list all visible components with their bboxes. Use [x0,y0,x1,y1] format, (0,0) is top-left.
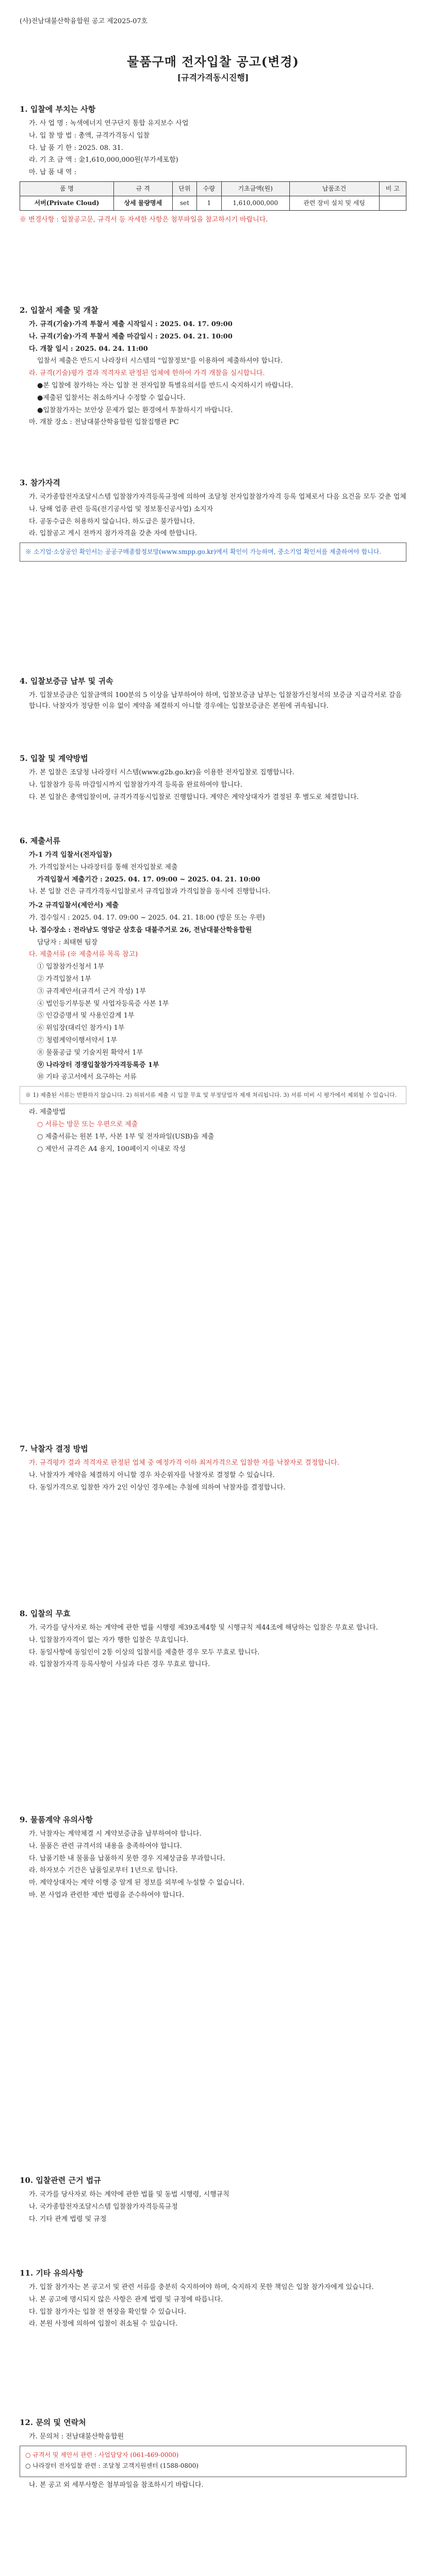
list-item: ③ 규격제안서(규격서 근거 작성) 1부 [37,987,146,995]
text-line: 라. 본원 사정에 의하여 입찰이 취소될 수 있습니다. [29,2320,178,2328]
text-line: ○ 서류는 방문 또는 우편으로 제출 [37,1120,138,1128]
section-heading: 5. 입찰 및 계약방법 [20,754,88,763]
section-heading: 1. 입찰에 부치는 사항 [20,105,96,114]
text-line: 다. 납품기한 내 물품을 납품하지 못한 경우 지체상금을 부과합니다. [29,1854,225,1862]
section-heading: 2. 입찰서 제출 및 개찰 [20,306,99,315]
text-line: 가. 접수일시 : 2025. 04. 17. 09:00 ~ 2025. 04. 21. 18:00 (방문 또는 우편) [29,913,265,922]
column-header: 규 격 [113,181,172,196]
section-contract-notes [20,1814,406,1903]
section-heading: 4. 입찰보증금 납부 및 귀속 [20,676,113,686]
text-line: 가-1 가격 입찰서(전자입찰) [29,851,112,859]
list-item: ⑨ 나라장터 경쟁입찰참가자격등록증 1부 [37,1061,159,1069]
text-line: 다. 개찰 일시 : 2025. 04. 24. 11:00 [29,345,148,353]
page-title: 물품구매 전자입찰 공고(변경) [127,54,299,69]
text-line: 마. 개찰 장소 : 전남대불산학융합원 입찰집행관 PC [29,418,179,427]
text-line: 가. 가격입찰서는 나라장터를 통해 전자입찰로 제출 [29,863,178,871]
table-cell: 1 [197,196,221,211]
list-item: ① 입찰참가신청서 1부 [37,963,104,971]
text-line: 나. 국가종합전자조달시스템 입찰참가자격등록규정 [29,2202,178,2211]
text-line: 다. 납 품 기 한 : 2025. 08. 31. [29,144,123,152]
text-line: 다. 기타 관계 법령 및 규정 [29,2215,107,2223]
text-line: 가. 본 입찰은 조달청 나라장터 시스템(www.g2b.go.kr)을 이용한 전자입찰로 집행합니다. [29,769,294,776]
list-item: ⑤ 인감증명서 및 사용인감계 1부 [37,1012,135,1020]
table-cell [379,196,406,211]
text-line: 가. 사 업 명 : 녹색에너지 연구단지 통합 유지보수 사업 [29,120,189,127]
column-header: 비 고 [379,181,406,196]
section-heading: 11. 기타 유의사항 [20,2268,84,2278]
text-line: 가. 국가를 당사자로 하는 계약에 관한 법률 및 동법 시행령, 시행규칙 [29,2191,230,2198]
text-line: 가. 규격평가 결과 적격자로 판정된 업체 중 예정가격 이하 최저가격으로 입찰한 자를 낙찰자로 결정합니다. [29,1459,339,1467]
info-note: ※ 소기업·소상공인 확인서는 공공구매종합정보망(www.smpp.go.kr)에서 확인이 가능하며, 중소기업 확인서를 제출하여야 합니다. [25,548,382,556]
text-line: 마. 납 품 내 역 : [29,168,76,177]
section-misc [20,2267,406,2331]
list-item: ④ 법인등기부등본 및 사업자등록증 사본 1부 [37,999,169,1008]
text-line: ●입찰참가자는 보안상 문제가 없는 환경에서 투찰하시기 바랍니다. [37,406,233,414]
text-line: 가-2 규격입찰서(제안서) 제출 [29,902,119,910]
text-line: 담당자 : 최태현 팀장 [37,938,98,946]
items-table [20,181,406,211]
text-line: 나. 규격(기술)·가격 투찰서 제출 마감일시 : 2025. 04. 21. 10:00 [29,332,233,341]
section-submission [20,304,406,430]
text-line: ●제출된 입찰서는 취소하거나 수정할 수 없습니다. [37,394,186,402]
text-line: ○ 제안서 규격은 A4 용지, 100페이지 이내로 작성 [37,1145,186,1153]
list-item: ⑥ 위임장(대리인 참가시) 1부 [37,1024,125,1032]
text-line: 가. 문의처 : 전남대불산학융합원 [29,2433,124,2441]
column-header: 납품조건 [289,181,379,196]
column-header: 단위 [172,181,196,196]
text-line: 나. 본 공고에 명시되지 않은 사항은 관계 법령 및 규정에 따릅니다. [29,2295,223,2303]
text-line: 라. 입찰참가자격 등록사항이 사실과 다른 경우 무효로 합니다. [29,1660,210,1669]
section-contact [20,2416,406,2493]
section-heading: 7. 낙찰자 결정 방법 [20,1444,88,1453]
text-line: 가격입찰서 제출기간 : 2025. 04. 17. 09:00 ~ 2025. 04. 21. 10:00 [37,875,260,884]
section-heading: 12. 문의 및 연락처 [20,2418,86,2427]
text-line: 나. 낙찰자가 계약을 체결하지 아니할 경우 차순위자를 낙찰자로 결정할 수 있습니다. [29,1471,275,1479]
text-line: ○ 제출서류는 원본 1부, 사본 1부 및 전자파일(USB)을 제출 [37,1132,215,1141]
list-item: ⑧ 물품공급 및 기술지원 확약서 1부 [37,1048,143,1057]
text-line: 라. 입찰공고 게시 전까지 참가자격을 갖춘 자에 한합니다. [29,530,198,538]
section-invalid [20,1607,406,1672]
note-box [20,1086,406,1104]
section-award [20,1443,406,1495]
text-line: 바. 본 사업과 관련한 제반 법령을 준수하여야 합니다. [29,1891,184,1899]
text-line: 나. 본 공고 외 세부사항은 첨부파일을 참조하시기 바랍니다. [29,2481,204,2489]
text-line: 마. 계약상대자는 계약 이행 중 알게 된 정보를 외부에 누설할 수 없습니다. [29,1879,244,1887]
text-line: 다. 동일사항에 동일인이 2통 이상의 입찰서를 제출한 경우 모두 무효로 합니다. [29,1648,260,1656]
column-header: 품 명 [20,181,114,196]
text-line: 다. 동일가격으로 입찰한 자가 2인 이상인 경우에는 추첨에 의하여 낙찰자를 결정합니다. [29,1483,286,1492]
page-subtitle: [규격가격동시진행] [177,73,249,82]
info-box [20,543,406,562]
text-line: 나. 물품은 관련 규격서의 내용을 충족하여야 합니다. [29,1842,182,1850]
text-line: 나. 당해 업종 관련 등록(전기공사업 및 정보통신공사업) 소지자 [29,505,214,513]
text-line: 다. 공동수급은 허용하지 않습니다. 하도급은 불가합니다. [29,517,195,526]
text-line: 라. 하자보수 기간은 납품일로부터 1년으로 합니다. [29,1867,178,1875]
text-line: ●본 입찰에 참가하는 자는 입찰 전 전자입찰 특별유의서를 반드시 숙지하시기 바랍니다. [37,381,293,389]
text-line: 라. 기 초 금 액 : 金1,610,000,000원(부가세포함) [29,156,178,164]
text-line: ○ 규격서 및 제안서 관련 : 사업담당자 (061-469-0000) [25,2451,179,2459]
section-deposit [20,675,406,714]
list-item: ② 가격입찰서 1부 [37,975,91,983]
change-note: ※ 변경사항 : 입찰공고문, 규격서 등 자세한 사항은 첨부파일을 참고하시기 바랍니다. [20,216,268,224]
text-line: 나. 입 찰 방 법 : 총액, 규격가격동시 입찰 [29,131,150,140]
text-line: ○ 나라장터 전자입찰 관련 : 조달청 고객지원센터 (1588-0800) [25,2462,199,2470]
section-heading: 9. 물품계약 유의사항 [20,1815,93,1824]
section-heading: 8. 입찰의 무효 [20,1609,71,1618]
text-line: 라. 규격(기술)평가 결과 적격자로 판정된 업체에 한하여 가격 개찰을 실시합니다. [29,369,265,378]
column-header: 기초금액(원) [221,181,289,196]
text-line: 가. 입찰보증금은 입찰금액의 100분의 5 이상을 납부하여야 하며, 입찰보증금 납부는 입찰참가신청서의 보증금 지급각서로 갈음합니다. 낙찰자가 정당한 이유 없이 계약을 체결하지 아니할 경우에는 입찰보증금은 본원에 귀속됩니다. [29,691,402,710]
table-cell: 1,610,000,000 [221,196,289,211]
text-line: 다. 입찰 참가자는 입찰 전 현장을 확인할 수 있습니다. [29,2308,187,2316]
list-item: ⑩ 기타 공고서에서 요구하는 서류 [37,1073,137,1081]
text-line: 다. 제출서류 (※ 제출서류 목록 참고) [29,951,138,959]
table-cell: 서버(Private Cloud) [20,196,114,211]
text-line: 나. 접수장소 : 전라남도 영암군 삼호읍 대불주거로 26, 전남대불산학융합원 [29,926,252,934]
section-heading: 10. 입찰관련 근거 법규 [20,2176,101,2185]
table-cell: set [172,196,196,211]
table-header-row [20,181,406,196]
column-header: 수량 [197,181,221,196]
note-text: ※ 1) 제출된 서류는 반환하지 않습니다. 2) 허위서류 제출 시 입찰 무효 및 부정당업자 제재 처리됩니다. 3) 서류 미비 시 평가에서 제외될 수 있습니다. [25,1092,397,1099]
text-line: 가. 국가종합전자조달시스템 입찰참가자격등록규정에 의하여 조달청 전자입찰참가자격 등록 업체로서 다음 요건을 모두 갖춘 업체 [29,493,406,501]
section-method [20,752,406,804]
text-line: 가. 낙찰자는 계약체결 시 계약보증금을 납부하여야 합니다. [29,1830,202,1838]
text-line: 라. 제출방법 [29,1108,66,1116]
text-line: 나. 입찰참가자격이 없는 자가 행한 입찰은 무효입니다. [29,1636,189,1644]
table-cell: 상세 물량명세 [113,196,172,211]
section-bid-items [20,103,406,227]
table-row [20,196,406,211]
text-line: 가. 입찰 참가자는 본 공고서 및 관련 서류를 충분히 숙지하여야 하며, 숙지하지 못한 책임은 입찰 참가자에게 있습니다. [29,2283,374,2291]
text-line: 가. 국가를 당사자로 하는 계약에 관한 법률 시행령 제39조제4항 및 시행규칙 제44조에 해당하는 입찰은 무효로 합니다. [29,1624,378,1632]
table-cell: 관련 장비 설치 및 세팅 [289,196,379,211]
contact-box [20,2446,406,2477]
section-eligibility [20,477,406,565]
section-heading: 3. 참가자격 [20,478,60,487]
text-line: 다. 본 입찰은 총액입찰이며, 규격가격동시입찰로 진행합니다. 계약은 계약상대자가 결정된 후 별도로 체결합니다. [29,793,359,801]
section-documents [20,835,406,1156]
notice-number: (사)전남대불산학융합원 공고 제2025-07호 [20,18,148,25]
list-item: ⑦ 청렴계약이행서약서 1부 [37,1036,118,1044]
text-line: 나. 입찰참가 등록 마감일시까지 입찰참가자격 등록을 완료하여야 합니다. [29,781,242,789]
section-law [20,2174,406,2226]
text-line: 나. 본 입찰 건은 규격가격동시입찰로서 규격입찰과 가격입찰을 동시에 진행합니다. [29,888,271,896]
text-line: 입찰서 제출은 반드시 나라장터 시스템의 "입찰정보"를 이용하여 제출하셔야 합니다. [37,357,283,365]
text-line: 가. 규격(기술)·가격 투찰서 제출 시작일시 : 2025. 04. 17. 09:00 [29,320,233,328]
section-heading: 6. 제출서류 [20,836,60,845]
